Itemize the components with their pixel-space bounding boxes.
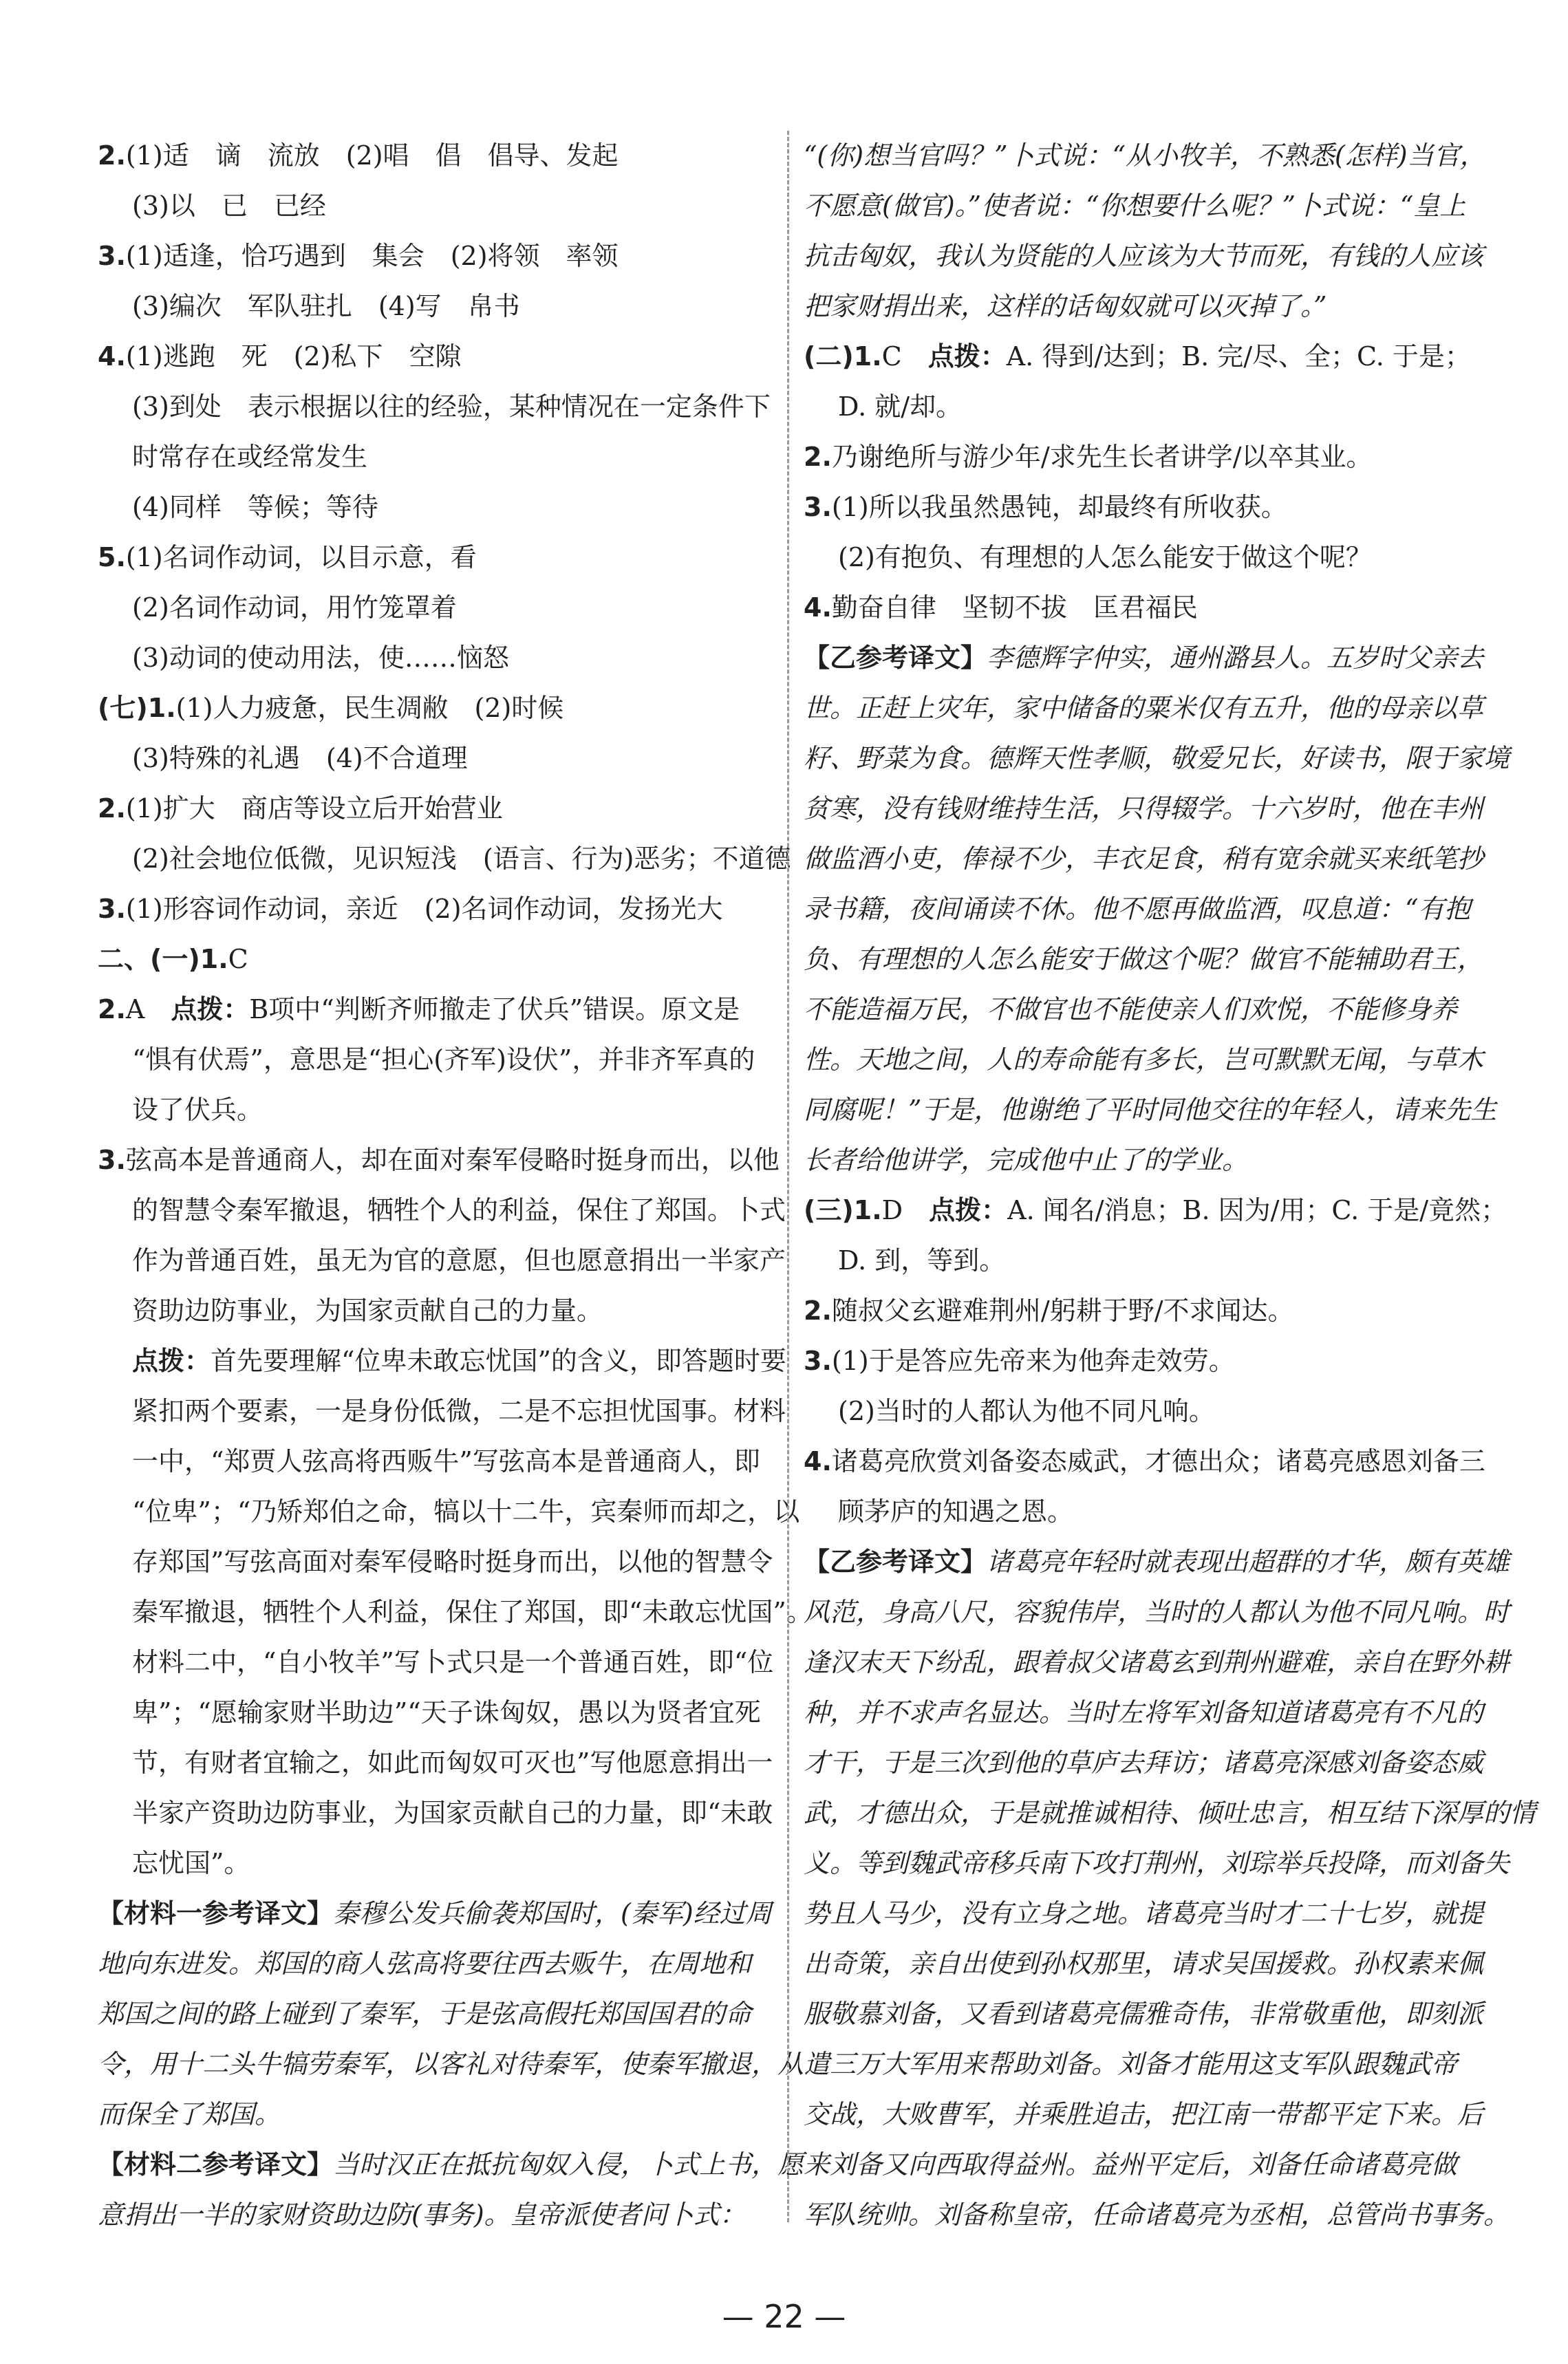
line-text: (1)逃跑 死 (2)私下 空隙: [125, 341, 462, 372]
text-line: [804, 1286, 1478, 1336]
line-text: 种，并不求声名显达。当时左将军刘备知道诸葛亮有不凡的: [804, 1697, 1484, 1728]
line-text: (2)当时的人都认为他不同凡响。: [838, 1396, 1215, 1426]
left-column: [98, 131, 813, 2240]
bold-label: 点拨：: [171, 994, 250, 1024]
line-text: 资助边防事业，为国家贡献自己的力量。: [132, 1296, 603, 1326]
line-text: 存郑国”写弦高面对秦军侵略时挺身而出，以他的智慧令: [132, 1547, 773, 1577]
text-line: [98, 1537, 772, 1587]
text-line: [804, 633, 1484, 683]
line-text: 而保全了郑国。: [98, 2099, 281, 2129]
text-line: [804, 1587, 1510, 1637]
line-text: (4)同样 等候；等待: [132, 492, 378, 522]
text-line: [98, 1838, 772, 1889]
line-text: 交战，大败曹军，并乘胜追击，把江南一带都平定下来。后: [804, 2099, 1484, 2129]
item-number: 4.: [804, 592, 832, 623]
text-line: [804, 533, 1478, 583]
line-text: 的智慧令秦军撤退，牺牲个人的利益，保住了郑国。卜式: [132, 1195, 786, 1225]
bold-label: 【材料二参考译文】: [98, 2149, 334, 2180]
text-line: [804, 1989, 1484, 2039]
line-text: 秦军撤退，牺牲个人利益，保住了郑国，即“未敢忘忧国”。: [132, 1597, 813, 1627]
item-number: 1.: [147, 693, 176, 723]
text-line: [98, 1989, 772, 2039]
line-text: 不愿意(做官)。”使者说：“你想要什么呢？”卜式说：“皇上: [804, 191, 1466, 221]
text-line: [98, 332, 772, 382]
text-line: [804, 1487, 1478, 1537]
text-line: [804, 1437, 1485, 1487]
item-number: 2.: [804, 442, 832, 472]
line-text: 地向东进发。郑国的商人弦高将要往西去贩牛，在周地和: [98, 1948, 752, 1979]
text-line: [804, 181, 1478, 231]
item-number: 2.: [98, 793, 126, 824]
text-line: [98, 784, 772, 834]
text-line: [98, 231, 772, 281]
item-number: 1.: [853, 341, 882, 372]
text-line: [804, 934, 1484, 985]
line-text: 负、有理想的人怎么能安于做这个呢？做官不能辅助君王，: [804, 944, 1484, 974]
text-line: [804, 1688, 1484, 1738]
line-text: (1)人力疲惫，民生凋敝 (2)时候: [175, 693, 564, 723]
text-line: [98, 1738, 772, 1788]
text-line: [98, 934, 772, 985]
item-number: 3.: [804, 492, 832, 522]
line-text: 卑”；“愿输家财半助边”“天子诛匈奴，愚以为贤者宜死: [132, 1697, 761, 1728]
item-number: 2.: [98, 994, 126, 1024]
text-line: [98, 1386, 786, 1437]
line-text: C: [881, 341, 928, 372]
text-line: [804, 884, 1478, 934]
line-text: 顾茅庐的知遇之恩。: [838, 1496, 1074, 1527]
text-line: [98, 131, 772, 181]
line-text: (3)编次 军队驻扎 (4)写 帛书: [132, 291, 520, 321]
text-line: [804, 834, 1484, 884]
text-line: [98, 1135, 780, 1185]
line-text: 忘忧国”。: [132, 1848, 250, 1878]
line-text: (1)扩大 商店等设立后开始营业: [125, 793, 503, 824]
line-text: 出奇策，亲自出使到孙权那里，请求吴国援救。孙权素来佩: [804, 1948, 1484, 1979]
line-text: 意捐出一半的家财资助边防(事务)。皇帝派使者问卜式：: [98, 2200, 746, 2230]
text-line: [98, 1437, 772, 1487]
item-number: 3.: [98, 241, 126, 271]
line-text: 录书籍，夜间诵读不休。他不愿再做监酒，叹息道：“有抱: [804, 894, 1471, 924]
line-text: 义。等到魏武帝移兵南下攻打荆州，刘琮举兵投降，而刘备失: [804, 1848, 1510, 1878]
line-text: 长者给他讲学，完成他中止了的学业。: [804, 1145, 1249, 1175]
text-line: [804, 784, 1484, 834]
text-line: [98, 683, 772, 733]
line-text: 风范，身高八尺，容貌伟岸，当时的人都认为他不同凡响。时: [804, 1597, 1510, 1627]
line-text: 勤奋自律 坚韧不拔 匡君福民: [831, 592, 1198, 623]
text-line: [804, 985, 1478, 1035]
line-text: A. 闻名/消息；B. 因为/用；C. 于是/竟然；: [1007, 1195, 1507, 1225]
column-divider: [787, 131, 789, 2222]
line-text: 随叔父玄避难荆州/躬耕于野/不求闻达。: [831, 1296, 1294, 1326]
line-text: “(你)想当官吗？”卜式说：“从小牧羊，不熟悉(怎样)当官，: [804, 140, 1486, 171]
item-number: (三): [804, 1195, 854, 1225]
line-text: 服敬慕刘备，又看到诸葛亮儒雅奇伟，非常敬重他，即刻派: [804, 1999, 1484, 2029]
line-text: B项中“判断齐师撤走了伏兵”错误。原文是: [249, 994, 740, 1024]
line-text: (2)社会地位低微，见识短浅 (语言、行为)恶劣；不道德: [132, 843, 791, 874]
text-line: [804, 1035, 1484, 1085]
text-line: [98, 733, 772, 784]
line-text: 当时汉正在抵抗匈奴入侵，卜式上书，愿: [333, 2149, 804, 2180]
text-line: [98, 432, 772, 482]
text-line: [804, 683, 1484, 733]
line-text: 贫寒，没有钱财维持生活，只得辍学。十六岁时，他在丰州: [804, 793, 1484, 824]
line-text: 做监酒小吏，俸禄不少，丰衣足食，稍有宽余就买来纸笔抄: [804, 843, 1484, 874]
line-text: 李德辉字仲实，通州潞县人。五岁时父亲去: [987, 643, 1484, 673]
line-text: 性。天地之间，人的寿命能有多长，岂可默默无闻，与草木: [804, 1044, 1484, 1075]
line-text: 一中，“郑贾人弦高将西贩牛”写弦高本是普通商人，即: [132, 1446, 760, 1476]
line-text: 乃谢绝所与游少年/求先生长者讲学/以卒其业。: [831, 442, 1373, 472]
text-line: [98, 482, 772, 533]
text-line: [98, 1286, 772, 1336]
bold-label: 点拨：: [132, 1346, 211, 1376]
text-line: [98, 583, 772, 633]
text-line: [804, 1537, 1510, 1587]
text-line: [98, 2140, 804, 2190]
text-line: [804, 1336, 1478, 1386]
text-line: [98, 1688, 772, 1738]
line-text: D: [881, 1195, 930, 1225]
line-text: 势且人马少，没有立身之地。诸葛亮当时才二十七岁，就提: [804, 1898, 1484, 1928]
text-line: [98, 2089, 772, 2140]
line-text: (2)有抱负、有理想的人怎么能安于做这个呢？: [838, 542, 1372, 572]
item-number: 3.: [98, 1145, 126, 1175]
text-line: [98, 1236, 786, 1286]
line-text: 紧扣两个要素，一是身份低微，二是不忘担忧国事。材料: [132, 1396, 786, 1426]
item-number: (二): [804, 341, 854, 372]
text-line: [804, 1738, 1484, 1788]
text-line: [98, 1035, 772, 1085]
line-text: D. 就/却。: [838, 391, 963, 422]
line-text: 秦穆公发兵偷袭郑国时，(秦军)经过周: [333, 1898, 772, 1928]
item-number: (七): [98, 693, 148, 723]
line-text: (2)名词作动词，用竹笼罩着: [132, 592, 457, 623]
line-text: “惧有伏焉”，意思是“担心(齐军)设伏”，并非齐军真的: [132, 1044, 755, 1075]
text-line: [98, 633, 772, 683]
line-text: 武，才德出众，于是就推诚相待、倾吐忠言，相互结下深厚的情: [804, 1798, 1536, 1828]
line-text: (1)于是答应先帝来为他奔走效劳。: [831, 1346, 1235, 1376]
line-text: 同腐呢！”于是，他谢绝了平时同他交往的年轻人，请来先生: [804, 1095, 1497, 1125]
text-line: [804, 1236, 1478, 1286]
text-line: [804, 1185, 1507, 1236]
text-line: [804, 2039, 1478, 2089]
line-text: 首先要理解“位卑未敢忘忧国”的含义，即答题时要: [211, 1346, 786, 1376]
text-line: [804, 482, 1478, 533]
text-line: [98, 533, 772, 583]
line-text: D. 到，等到。: [838, 1245, 1006, 1276]
item-number: 2.: [804, 1296, 832, 1326]
line-text: 不能造福万民，不做官也不能使亲人们欢悦，不能修身养: [804, 994, 1458, 1024]
line-text: 材料二中，“自小牧羊”写卜式只是一个普通百姓，即“位: [132, 1647, 774, 1677]
line-text: (3)动词的使动用法，使……恼怒: [132, 643, 509, 673]
text-line: [804, 1085, 1497, 1135]
item-number: 3.: [804, 1346, 832, 1376]
item-number: 5.: [98, 542, 126, 572]
text-line: [804, 1788, 1536, 1838]
text-line: [804, 2089, 1484, 2140]
text-line: [804, 2190, 1510, 2240]
line-text: (3)特殊的礼遇 (4)不合道理: [132, 743, 468, 773]
bold-label: 【材料一参考译文】: [98, 1898, 334, 1928]
line-text: A. 得到/达到；B. 完/尽、全；C. 于是；: [1006, 341, 1471, 372]
text-line: [804, 1939, 1484, 1989]
text-line: [98, 1889, 772, 1939]
text-line: [98, 2039, 804, 2089]
line-text: A: [125, 994, 171, 1024]
line-text: 才干，于是三次到他的草庐去拜访；诸葛亮深感刘备姿态威: [804, 1748, 1484, 1778]
line-text: (3)以 已 已经: [132, 191, 326, 221]
line-text: “位卑”；“乃矫郑伯之命，犒以十二牛，宾秦师而却之，以: [132, 1496, 800, 1527]
text-line: [804, 131, 1486, 181]
item-number: 4.: [804, 1446, 832, 1476]
text-line: [98, 834, 791, 884]
item-number: 3.: [98, 894, 126, 924]
line-text: 抗击匈奴，我认为贤能的人应该为大节而死，有钱的人应该: [804, 241, 1484, 271]
text-line: [98, 1939, 772, 1989]
text-line: [804, 231, 1484, 281]
line-text: (3)到处 表示根据以往的经验，某种情况在一定条件下: [132, 391, 771, 422]
text-line: [98, 985, 772, 1035]
item-number: 1.: [200, 944, 228, 974]
line-text: 逢汉末天下纷乱，跟着叔父诸葛玄到荆州避难，亲自在野外耕: [804, 1647, 1510, 1677]
line-text: (1)所以我虽然愚钝，却最终有所收获。: [831, 492, 1287, 522]
text-line: [98, 1637, 772, 1688]
item-number: 2.: [98, 140, 126, 171]
line-text: 令，用十二头牛犒劳秦军，以客礼对待秦军，使秦军撤退，从: [98, 2049, 804, 2079]
text-line: [98, 884, 772, 934]
line-text: (1)名词作动词，以目示意，看: [125, 542, 477, 572]
bold-label: 点拨：: [929, 1195, 1008, 1225]
line-text: (1)适 谪 流放 (2)唱 倡 倡导、发起: [125, 140, 619, 171]
text-line: [804, 432, 1478, 482]
line-text: 节，有财者宜输之，如此而匈奴可灭也”写他愿意捐出一: [132, 1748, 773, 1778]
text-line: [98, 1185, 786, 1236]
line-text: 时常存在或经常发生: [132, 442, 368, 472]
line-text: 半家产资助边防事业，为国家贡献自己的力量，即“未敢: [132, 1798, 773, 1828]
text-line: [98, 1336, 786, 1386]
text-line: [804, 332, 1478, 382]
line-text: 遣三万大军用来帮助刘备。刘备才能用这支军队跟魏武帝: [804, 2049, 1458, 2079]
line-text: 设了伏兵。: [132, 1095, 264, 1125]
text-line: [98, 1085, 772, 1135]
line-text: C: [228, 944, 248, 974]
text-line: [98, 181, 772, 231]
line-text: 作为普通百姓，虽无为官的意愿，但也愿意捐出一半家产: [132, 1245, 786, 1276]
text-line: [98, 2190, 772, 2240]
item-number: 4.: [98, 341, 126, 372]
text-line: [804, 1386, 1478, 1437]
text-line: [804, 583, 1478, 633]
page-number: — 22 —: [722, 2298, 846, 2335]
line-text: 弦高本是普通商人，却在面对秦军侵略时挺身而出，以他: [125, 1145, 780, 1175]
right-column: [804, 131, 1536, 2240]
text-line: [804, 733, 1510, 784]
line-text: 来刘备又向西取得益州。益州平定后，刘备任命诸葛亮做: [804, 2149, 1458, 2180]
item-number: 1.: [853, 1195, 882, 1225]
text-line: [804, 1838, 1510, 1889]
text-line: [98, 1487, 800, 1537]
line-text: 诸葛亮欣赏刘备姿态威武，才德出众；诸葛亮感恩刘备三: [831, 1446, 1485, 1476]
bold-label: 【乙参考译文】: [804, 1547, 987, 1577]
line-text: 诸葛亮年轻时就表现出超群的才华，颇有英雄: [987, 1547, 1510, 1577]
bold-label: 【乙参考译文】: [804, 643, 987, 673]
line-text: 籽、野菜为食。德辉天性孝顺，敬爱兄长，好读书，限于家境: [804, 743, 1510, 773]
text-line: [98, 281, 772, 332]
text-line: [804, 1889, 1484, 1939]
text-line: [804, 382, 1478, 432]
line-text: 郑国之间的路上碰到了秦军，于是弦高假托郑国国君的命: [98, 1999, 752, 2029]
text-line: [98, 1587, 813, 1637]
text-line: [98, 1788, 772, 1838]
text-line: [804, 2140, 1478, 2190]
item-number: 二、(一): [98, 944, 200, 974]
line-text: (1)适逢，恰巧遇到 集会 (2)将领 率领: [125, 241, 619, 271]
line-text: (1)形容词作动词，亲近 (2)名词作动词，发扬光大: [125, 894, 723, 924]
line-text: 把家财捐出来，这样的话匈奴就可以灭掉了。”: [804, 291, 1327, 321]
line-text: 世。正赶上灾年，家中储备的粟米仅有五升，他的母亲以草: [804, 693, 1484, 723]
line-text: 军队统帅。刘备称皇帝，任命诸葛亮为丞相，总管尚书事务。: [804, 2200, 1510, 2230]
text-line: [804, 1637, 1510, 1688]
text-line: [98, 382, 772, 432]
bold-label: 点拨：: [927, 341, 1007, 372]
text-line: [804, 1135, 1478, 1185]
text-line: [804, 281, 1478, 332]
